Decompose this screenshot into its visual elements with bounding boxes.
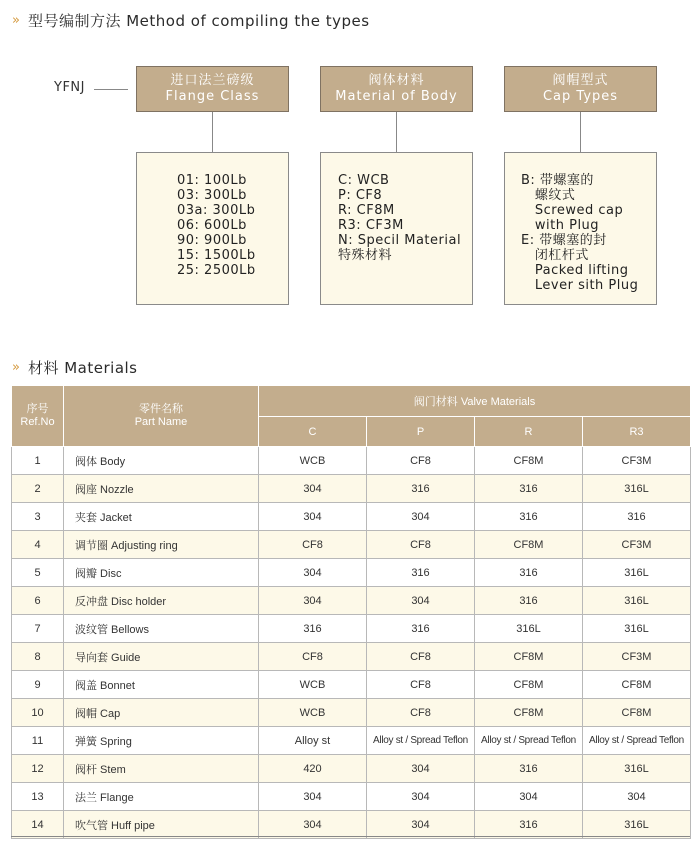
cell-r3: CF8M bbox=[583, 699, 691, 727]
cell-r3: 316L bbox=[583, 755, 691, 783]
cell-r: 316L bbox=[475, 615, 583, 643]
header-part-cn: 零件名称 bbox=[139, 403, 183, 415]
cap-types-options bbox=[504, 152, 657, 305]
cell-part: 吹气管 Huff pipe bbox=[64, 811, 259, 839]
option-line: P: CF8 bbox=[338, 188, 383, 203]
cell-r3: CF3M bbox=[583, 531, 691, 559]
cell-ref: 3 bbox=[12, 503, 64, 531]
header-part-name bbox=[64, 386, 259, 447]
cell-c: Alloy st bbox=[259, 727, 367, 755]
table-row bbox=[12, 643, 691, 671]
cell-ref: 10 bbox=[12, 699, 64, 727]
table-row bbox=[12, 755, 691, 783]
cell-p: CF8 bbox=[367, 671, 475, 699]
section-title-materials: 材料 Materials bbox=[27, 358, 138, 377]
cell-ref: 2 bbox=[12, 475, 64, 503]
cell-ref: 12 bbox=[12, 755, 64, 783]
cell-r3: 316L bbox=[583, 587, 691, 615]
header-ref-no bbox=[12, 386, 64, 447]
flange-class-options bbox=[136, 152, 289, 305]
table-row bbox=[12, 475, 691, 503]
cell-p: 304 bbox=[367, 755, 475, 783]
cell-r3: 316L bbox=[583, 811, 691, 839]
cell-ref: 7 bbox=[12, 615, 64, 643]
header-ref-cn: 序号 bbox=[26, 403, 49, 415]
materials-table-body bbox=[12, 447, 691, 839]
cell-r: CF8M bbox=[475, 671, 583, 699]
cell-r3: CF3M bbox=[583, 643, 691, 671]
cell-ref: 1 bbox=[12, 447, 64, 475]
cell-part: 波纹管 Bellows bbox=[64, 615, 259, 643]
cell-c: WCB bbox=[259, 447, 367, 475]
header-valve-materials: 阀门材料 Valve Materials bbox=[259, 386, 691, 417]
cell-c: 304 bbox=[259, 503, 367, 531]
chevron-right-icon: » bbox=[12, 359, 18, 375]
table-row bbox=[12, 811, 691, 839]
header-col-r: R bbox=[475, 417, 583, 447]
cell-c: 304 bbox=[259, 783, 367, 811]
body-material-header bbox=[320, 66, 473, 112]
cell-r: CF8M bbox=[475, 643, 583, 671]
cell-p: 304 bbox=[367, 503, 475, 531]
cell-r: CF8M bbox=[475, 531, 583, 559]
cell-ref: 14 bbox=[12, 811, 64, 839]
model-code: YFNJ bbox=[54, 80, 85, 95]
option-line: N: Specil Material bbox=[338, 233, 462, 248]
option-line: E: 带螺塞的封 bbox=[521, 233, 607, 248]
table-row bbox=[12, 699, 691, 727]
cell-r3: CF8M bbox=[583, 671, 691, 699]
cell-p: 304 bbox=[367, 811, 475, 839]
cap-types-title-cn: 阀帽型式 bbox=[552, 73, 609, 88]
option-line: with Plug bbox=[521, 218, 600, 233]
cell-r: 316 bbox=[475, 587, 583, 615]
cell-part: 调节圈 Adjusting ring bbox=[64, 531, 259, 559]
option-line: Packed lifting bbox=[521, 263, 629, 278]
body-material-title-cn: 阀体材料 bbox=[368, 73, 425, 88]
cell-part: 阀盖 Bonnet bbox=[64, 671, 259, 699]
option-line: 特殊材料 bbox=[338, 248, 393, 263]
cell-r: Alloy st / Spread Teflon bbox=[475, 727, 583, 755]
section-heading-types bbox=[12, 8, 370, 32]
materials-table bbox=[11, 385, 691, 839]
cell-ref: 9 bbox=[12, 671, 64, 699]
table-row bbox=[12, 783, 691, 811]
cell-c: 304 bbox=[259, 811, 367, 839]
table-row bbox=[12, 559, 691, 587]
cell-c: 304 bbox=[259, 475, 367, 503]
cell-ref: 8 bbox=[12, 643, 64, 671]
cell-r3: Alloy st / Spread Teflon bbox=[583, 727, 691, 755]
section-heading-materials bbox=[12, 355, 138, 379]
table-row bbox=[12, 587, 691, 615]
option-line: 15: 1500Lb bbox=[177, 248, 256, 263]
cell-part: 阀杆 Stem bbox=[64, 755, 259, 783]
cell-p: CF8 bbox=[367, 643, 475, 671]
connector-line bbox=[580, 112, 581, 152]
cell-part: 阀帽 Cap bbox=[64, 699, 259, 727]
option-line: Screwed cap bbox=[521, 203, 624, 218]
cell-p: 316 bbox=[367, 559, 475, 587]
cap-types-title-en: Cap Types bbox=[542, 89, 619, 104]
cell-part: 导向套 Guide bbox=[64, 643, 259, 671]
cell-part: 反冲盘 Disc holder bbox=[64, 587, 259, 615]
flange-class-title-en: Flange Class bbox=[165, 89, 260, 104]
header-col-p: P bbox=[367, 417, 475, 447]
cell-p: Alloy st / Spread Teflon bbox=[367, 727, 475, 755]
cell-c: 420 bbox=[259, 755, 367, 783]
cell-p: 316 bbox=[367, 615, 475, 643]
cap-types-header bbox=[504, 66, 657, 112]
cell-p: 304 bbox=[367, 783, 475, 811]
cell-p: 316 bbox=[367, 475, 475, 503]
cell-part: 阀瓣 Disc bbox=[64, 559, 259, 587]
cell-r: CF8M bbox=[475, 447, 583, 475]
cell-c: WCB bbox=[259, 671, 367, 699]
option-line: 03: 300Lb bbox=[177, 188, 247, 203]
cell-part: 阀座 Nozzle bbox=[64, 475, 259, 503]
cell-r3: 316L bbox=[583, 559, 691, 587]
cell-part: 弹簧 Spring bbox=[64, 727, 259, 755]
header-col-c: C bbox=[259, 417, 367, 447]
flange-class-header bbox=[136, 66, 289, 112]
cell-ref: 13 bbox=[12, 783, 64, 811]
header-ref-en: Ref.No bbox=[20, 416, 55, 428]
option-line: 闭杠杆式 bbox=[521, 248, 589, 263]
option-line: 06: 600Lb bbox=[177, 218, 247, 233]
cell-p: CF8 bbox=[367, 531, 475, 559]
table-row bbox=[12, 503, 691, 531]
cell-r: 316 bbox=[475, 503, 583, 531]
cell-part: 夹套 Jacket bbox=[64, 503, 259, 531]
cell-r: CF8M bbox=[475, 699, 583, 727]
cell-part: 阀体 Body bbox=[64, 447, 259, 475]
header-col-r3: R3 bbox=[583, 417, 691, 447]
cell-r3: 316L bbox=[583, 475, 691, 503]
option-line: 25: 2500Lb bbox=[177, 263, 256, 278]
body-material-title-en: Material of Body bbox=[335, 89, 458, 104]
cell-r3: CF3M bbox=[583, 447, 691, 475]
cell-ref: 11 bbox=[12, 727, 64, 755]
cell-ref: 6 bbox=[12, 587, 64, 615]
divider bbox=[11, 836, 690, 837]
option-line: B: 带螺塞的 bbox=[521, 173, 594, 188]
table-row bbox=[12, 671, 691, 699]
option-line: 03a: 300Lb bbox=[177, 203, 256, 218]
table-row bbox=[12, 447, 691, 475]
section-title-types: 型号编制方法 Method of compiling the types bbox=[27, 11, 370, 30]
body-material-options bbox=[320, 152, 473, 305]
cell-p: 304 bbox=[367, 587, 475, 615]
cell-p: CF8 bbox=[367, 699, 475, 727]
cell-c: WCB bbox=[259, 699, 367, 727]
option-line: C: WCB bbox=[338, 173, 390, 188]
cell-p: CF8 bbox=[367, 447, 475, 475]
option-line: 01: 100Lb bbox=[177, 173, 247, 188]
option-line: R3: CF3M bbox=[338, 218, 404, 233]
table-row bbox=[12, 727, 691, 755]
table-row bbox=[12, 531, 691, 559]
cell-r: 316 bbox=[475, 755, 583, 783]
option-line: 90: 900Lb bbox=[177, 233, 247, 248]
option-line: 螺纹式 bbox=[521, 188, 576, 203]
cell-c: 316 bbox=[259, 615, 367, 643]
flange-class-title-cn: 进口法兰磅级 bbox=[170, 73, 255, 88]
cell-part: 法兰 Flange bbox=[64, 783, 259, 811]
cell-c: 304 bbox=[259, 587, 367, 615]
cell-r: 316 bbox=[475, 559, 583, 587]
cell-ref: 5 bbox=[12, 559, 64, 587]
cell-ref: 4 bbox=[12, 531, 64, 559]
option-line: Lever sith Plug bbox=[521, 278, 639, 293]
cell-r3: 316 bbox=[583, 503, 691, 531]
chevron-right-icon: » bbox=[12, 12, 18, 28]
cell-c: 304 bbox=[259, 559, 367, 587]
header-part-en: Part Name bbox=[134, 416, 188, 428]
cell-c: CF8 bbox=[259, 643, 367, 671]
cell-r3: 304 bbox=[583, 783, 691, 811]
connector-line bbox=[94, 89, 128, 90]
table-row bbox=[12, 615, 691, 643]
connector-line bbox=[396, 112, 397, 152]
cell-r3: 316L bbox=[583, 615, 691, 643]
cell-r: 304 bbox=[475, 783, 583, 811]
connector-line bbox=[212, 112, 213, 152]
cell-r: 316 bbox=[475, 475, 583, 503]
option-line: R: CF8M bbox=[338, 203, 395, 218]
cell-r: 316 bbox=[475, 811, 583, 839]
cell-c: CF8 bbox=[259, 531, 367, 559]
